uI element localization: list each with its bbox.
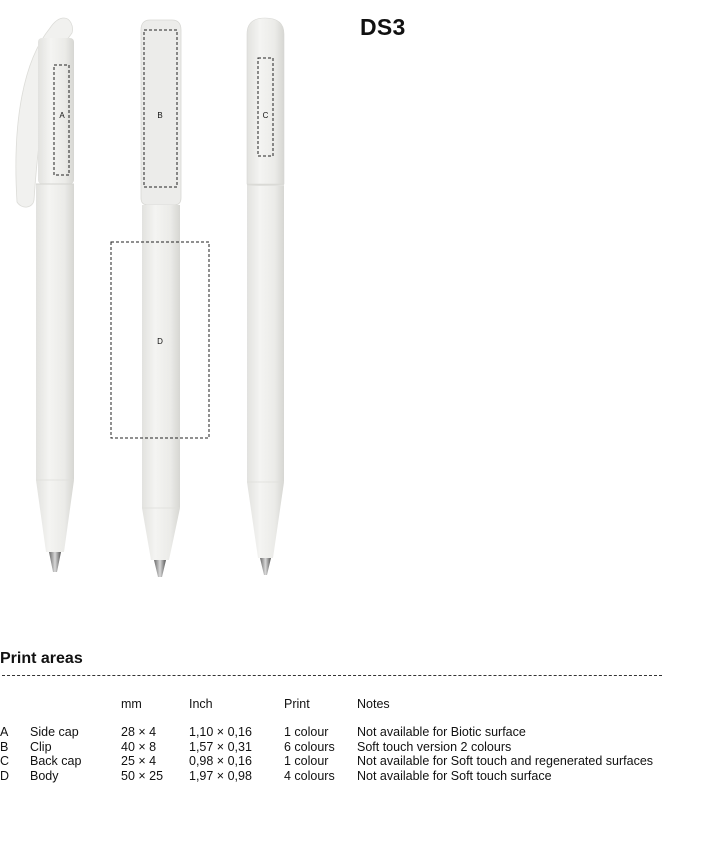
pen-side-view <box>16 18 74 572</box>
row-inch: 1,97 × 0,98 <box>189 768 252 783</box>
row-notes: Not available for Biotic surface <box>357 725 526 739</box>
row-notes: Soft touch version 2 colours <box>357 739 512 754</box>
header-mm: mm <box>121 697 142 711</box>
row-notes: Not available for Soft touch surface <box>357 768 552 783</box>
table-header-row <box>0 697 653 725</box>
print-area-a-label: A <box>59 111 65 120</box>
print-areas-title: Print areas <box>0 650 83 667</box>
row-name: Body <box>30 768 59 783</box>
row-key: A <box>0 725 9 739</box>
row-name: Clip <box>30 739 52 754</box>
row-print: 4 colours <box>284 768 335 783</box>
row-mm: 40 × 8 <box>121 739 157 754</box>
header-name <box>30 697 121 725</box>
row-mm: 50 × 25 <box>121 768 164 783</box>
table-row <box>0 769 653 784</box>
print-area-d-label: D <box>157 337 163 346</box>
table-row <box>0 725 653 740</box>
row-print: 1 colour <box>284 754 329 768</box>
pen-illustrations <box>0 0 300 600</box>
row-mm: 28 × 4 <box>121 725 157 739</box>
print-areas-table <box>0 697 653 783</box>
row-inch: 1,10 × 0,16 <box>189 725 252 739</box>
row-name: Side cap <box>30 725 79 739</box>
print-area-c-label: C <box>262 111 269 120</box>
pen-front-view <box>111 20 209 577</box>
row-key: C <box>0 754 10 768</box>
row-inch: 0,98 × 0,16 <box>189 754 252 768</box>
row-key: D <box>0 768 10 783</box>
product-code: DS3 <box>360 14 406 40</box>
row-key: B <box>0 739 9 754</box>
row-notes: Not available for Soft touch and regenerated surfaces <box>357 754 654 768</box>
row-mm: 25 × 4 <box>121 754 157 768</box>
header-notes: Notes <box>357 697 390 711</box>
section-divider <box>2 675 662 676</box>
table-row <box>0 740 653 755</box>
print-area-b-label: B <box>157 111 163 120</box>
pen-back-view <box>247 18 284 575</box>
row-print: 6 colours <box>284 739 335 754</box>
table-row <box>0 754 653 769</box>
header-key <box>0 697 30 725</box>
header-print: Print <box>284 697 310 711</box>
row-name: Back cap <box>30 754 82 768</box>
header-inch: Inch <box>189 697 213 711</box>
row-print: 1 colour <box>284 725 329 739</box>
row-inch: 1,57 × 0,31 <box>189 739 252 754</box>
